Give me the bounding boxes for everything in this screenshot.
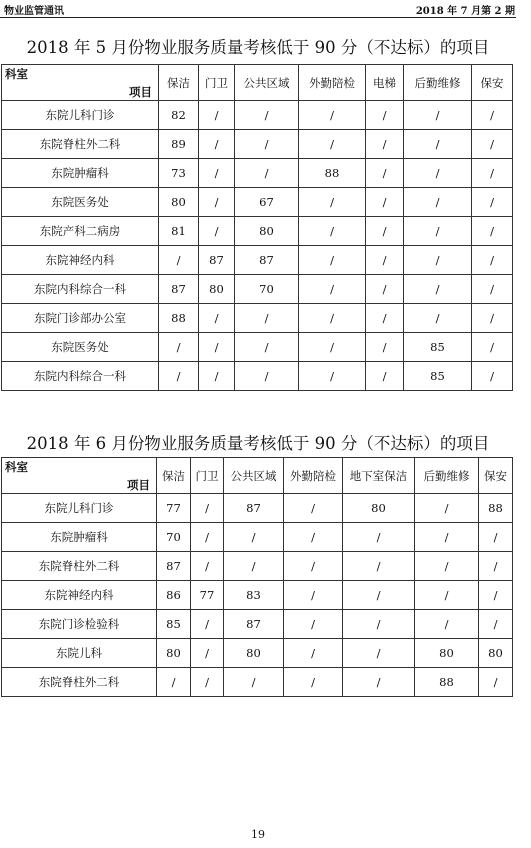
score-cell: / bbox=[404, 275, 472, 304]
score-cell: 70 bbox=[157, 523, 191, 552]
score-cell: / bbox=[159, 333, 199, 362]
score-cell: 87 bbox=[159, 275, 199, 304]
score-cell: 67 bbox=[235, 188, 299, 217]
score-cell: 87 bbox=[224, 494, 284, 523]
department-cell: 东院内科综合一科 bbox=[2, 275, 159, 304]
table-row bbox=[2, 581, 513, 610]
table-row bbox=[2, 188, 513, 217]
score-cell: / bbox=[415, 581, 479, 610]
score-cell: / bbox=[472, 275, 513, 304]
score-cell: / bbox=[479, 581, 513, 610]
score-cell: / bbox=[404, 217, 472, 246]
diagonal-corner-cell bbox=[2, 458, 157, 494]
column-header: 外勤陪检 bbox=[284, 458, 343, 494]
score-cell: / bbox=[479, 552, 513, 581]
table-row bbox=[2, 130, 513, 159]
may-substandard-table bbox=[1, 64, 513, 391]
column-header: 公共区域 bbox=[224, 458, 284, 494]
score-cell: 80 bbox=[415, 639, 479, 668]
table-row bbox=[2, 668, 513, 697]
score-cell: / bbox=[199, 362, 235, 391]
score-cell: / bbox=[159, 246, 199, 275]
score-cell: / bbox=[479, 523, 513, 552]
score-cell: 87 bbox=[224, 610, 284, 639]
department-cell: 东院神经内科 bbox=[2, 581, 157, 610]
score-cell: / bbox=[366, 333, 404, 362]
department-cell: 东院肿瘤科 bbox=[2, 523, 157, 552]
column-header: 保洁 bbox=[157, 458, 191, 494]
table1-title: 2018 年 5 月份物业服务质量考核低于 90 分（不达标）的项目 bbox=[26, 38, 490, 57]
table-row bbox=[2, 333, 513, 362]
column-header: 电梯 bbox=[366, 65, 404, 101]
department-cell: 东院脊柱外二科 bbox=[2, 130, 159, 159]
score-cell: 87 bbox=[157, 552, 191, 581]
table-row bbox=[2, 639, 513, 668]
score-cell: / bbox=[284, 552, 343, 581]
publication-name: 物业监管通讯 bbox=[4, 6, 64, 17]
score-cell: / bbox=[366, 159, 404, 188]
score-cell: / bbox=[284, 523, 343, 552]
score-cell: / bbox=[191, 610, 224, 639]
table-row bbox=[2, 101, 513, 130]
column-header: 地下室保洁 bbox=[343, 458, 415, 494]
score-cell: / bbox=[235, 101, 299, 130]
score-cell: / bbox=[472, 246, 513, 275]
table-row bbox=[2, 362, 513, 391]
score-cell: 88 bbox=[479, 494, 513, 523]
score-cell: / bbox=[472, 217, 513, 246]
score-cell: / bbox=[415, 494, 479, 523]
department-cell: 东院门诊部办公室 bbox=[2, 304, 159, 333]
department-cell: 东院内科综合一科 bbox=[2, 362, 159, 391]
score-cell: / bbox=[366, 130, 404, 159]
score-cell: / bbox=[343, 581, 415, 610]
score-cell: / bbox=[235, 130, 299, 159]
score-cell: / bbox=[191, 552, 224, 581]
score-cell: / bbox=[199, 217, 235, 246]
issue-label: 2018 年 7 月第 2 期 bbox=[415, 6, 515, 17]
column-header: 保安 bbox=[479, 458, 513, 494]
table-row bbox=[2, 275, 513, 304]
table-row bbox=[2, 552, 513, 581]
column-header: 后勤维修 bbox=[404, 65, 472, 101]
score-cell: / bbox=[299, 275, 366, 304]
score-cell: / bbox=[199, 304, 235, 333]
score-cell: / bbox=[404, 188, 472, 217]
corner-item-label: 项目 bbox=[129, 84, 152, 99]
department-cell: 东院儿科 bbox=[2, 639, 157, 668]
department-cell: 东院医务处 bbox=[2, 188, 159, 217]
score-cell: 85 bbox=[404, 362, 472, 391]
score-cell: 81 bbox=[159, 217, 199, 246]
score-cell: 73 bbox=[159, 159, 199, 188]
score-cell: / bbox=[299, 101, 366, 130]
score-cell: / bbox=[366, 101, 404, 130]
department-cell: 东院肿瘤科 bbox=[2, 159, 159, 188]
column-header: 保洁 bbox=[159, 65, 199, 101]
score-cell: / bbox=[191, 494, 224, 523]
score-cell: / bbox=[415, 552, 479, 581]
score-cell: 70 bbox=[235, 275, 299, 304]
score-cell: / bbox=[159, 362, 199, 391]
department-cell: 东院门诊检验科 bbox=[2, 610, 157, 639]
table-row bbox=[2, 494, 513, 523]
table2-title: 2018 年 6 月份物业服务质量考核低于 90 分（不达标）的项目 bbox=[26, 434, 490, 453]
score-cell: / bbox=[472, 188, 513, 217]
header-row bbox=[2, 458, 513, 494]
score-cell: / bbox=[191, 639, 224, 668]
corner-dept-label: 科室 bbox=[5, 66, 28, 81]
score-cell: 88 bbox=[415, 668, 479, 697]
score-cell: / bbox=[472, 304, 513, 333]
score-cell: 89 bbox=[159, 130, 199, 159]
score-cell: / bbox=[404, 246, 472, 275]
diagonal-corner-cell bbox=[2, 65, 159, 101]
score-cell: / bbox=[284, 494, 343, 523]
page-header bbox=[0, 0, 531, 16]
score-cell: / bbox=[199, 333, 235, 362]
score-cell: 80 bbox=[159, 188, 199, 217]
score-cell: 80 bbox=[224, 639, 284, 668]
score-cell: / bbox=[235, 333, 299, 362]
score-cell: / bbox=[235, 304, 299, 333]
table-row bbox=[2, 610, 513, 639]
score-cell: / bbox=[472, 130, 513, 159]
score-cell: / bbox=[199, 101, 235, 130]
score-cell: / bbox=[472, 159, 513, 188]
score-cell: 80 bbox=[199, 275, 235, 304]
score-cell: / bbox=[191, 668, 224, 697]
score-cell: / bbox=[299, 333, 366, 362]
score-cell: 85 bbox=[404, 333, 472, 362]
score-cell: / bbox=[472, 333, 513, 362]
score-cell: / bbox=[224, 552, 284, 581]
score-cell: / bbox=[284, 581, 343, 610]
score-cell: / bbox=[299, 130, 366, 159]
department-cell: 东院医务处 bbox=[2, 333, 159, 362]
corner-item-label: 项目 bbox=[127, 477, 150, 492]
score-cell: 77 bbox=[157, 494, 191, 523]
score-cell: / bbox=[343, 639, 415, 668]
score-cell: / bbox=[366, 246, 404, 275]
score-cell: / bbox=[224, 668, 284, 697]
score-cell: 80 bbox=[157, 639, 191, 668]
score-cell: / bbox=[366, 275, 404, 304]
score-cell: / bbox=[343, 523, 415, 552]
score-cell: / bbox=[199, 188, 235, 217]
department-cell: 东院神经内科 bbox=[2, 246, 159, 275]
score-cell: 87 bbox=[235, 246, 299, 275]
column-header: 门卫 bbox=[191, 458, 224, 494]
score-cell: / bbox=[299, 188, 366, 217]
department-cell: 东院脊柱外二科 bbox=[2, 552, 157, 581]
score-cell: 80 bbox=[235, 217, 299, 246]
department-cell: 东院产科二病房 bbox=[2, 217, 159, 246]
table-row bbox=[2, 217, 513, 246]
score-cell: / bbox=[343, 552, 415, 581]
score-cell: / bbox=[479, 610, 513, 639]
score-cell: / bbox=[343, 610, 415, 639]
column-header: 公共区域 bbox=[235, 65, 299, 101]
score-cell: 80 bbox=[479, 639, 513, 668]
score-cell: / bbox=[191, 523, 224, 552]
score-cell: / bbox=[479, 668, 513, 697]
column-header: 后勤维修 bbox=[415, 458, 479, 494]
score-cell: 82 bbox=[159, 101, 199, 130]
table-row bbox=[2, 523, 513, 552]
score-cell: / bbox=[199, 159, 235, 188]
score-cell: 77 bbox=[191, 581, 224, 610]
score-cell: / bbox=[224, 523, 284, 552]
score-cell: / bbox=[366, 304, 404, 333]
score-cell: / bbox=[415, 523, 479, 552]
score-cell: / bbox=[157, 668, 191, 697]
score-cell: / bbox=[284, 610, 343, 639]
table-row bbox=[2, 159, 513, 188]
score-cell: 87 bbox=[199, 246, 235, 275]
score-cell: 80 bbox=[343, 494, 415, 523]
column-header: 门卫 bbox=[199, 65, 235, 101]
score-cell: 88 bbox=[299, 159, 366, 188]
corner-dept-label: 科室 bbox=[5, 459, 28, 474]
score-cell: / bbox=[366, 362, 404, 391]
score-cell: / bbox=[343, 668, 415, 697]
score-cell: / bbox=[472, 101, 513, 130]
score-cell: / bbox=[404, 159, 472, 188]
score-cell: / bbox=[404, 101, 472, 130]
column-header: 外勤陪检 bbox=[299, 65, 366, 101]
table-row bbox=[2, 246, 513, 275]
score-cell: / bbox=[284, 668, 343, 697]
department-cell: 东院脊柱外二科 bbox=[2, 668, 157, 697]
score-cell: / bbox=[235, 159, 299, 188]
header-rule bbox=[0, 17, 516, 18]
header-row bbox=[2, 65, 513, 101]
page-number: 19 bbox=[251, 828, 265, 841]
department-cell: 东院儿科门诊 bbox=[2, 494, 157, 523]
score-cell: / bbox=[235, 362, 299, 391]
score-cell: / bbox=[299, 362, 366, 391]
score-cell: / bbox=[404, 130, 472, 159]
score-cell: 83 bbox=[224, 581, 284, 610]
score-cell: 85 bbox=[157, 610, 191, 639]
column-header: 保安 bbox=[472, 65, 513, 101]
score-cell: / bbox=[404, 304, 472, 333]
score-cell: / bbox=[366, 217, 404, 246]
score-cell: / bbox=[472, 362, 513, 391]
score-cell: / bbox=[299, 217, 366, 246]
score-cell: / bbox=[199, 130, 235, 159]
score-cell: 88 bbox=[159, 304, 199, 333]
score-cell: 86 bbox=[157, 581, 191, 610]
june-substandard-table bbox=[1, 457, 513, 697]
score-cell: / bbox=[299, 246, 366, 275]
score-cell: / bbox=[415, 610, 479, 639]
table-row bbox=[2, 304, 513, 333]
department-cell: 东院儿科门诊 bbox=[2, 101, 159, 130]
score-cell: / bbox=[299, 304, 366, 333]
score-cell: / bbox=[284, 639, 343, 668]
score-cell: / bbox=[366, 188, 404, 217]
